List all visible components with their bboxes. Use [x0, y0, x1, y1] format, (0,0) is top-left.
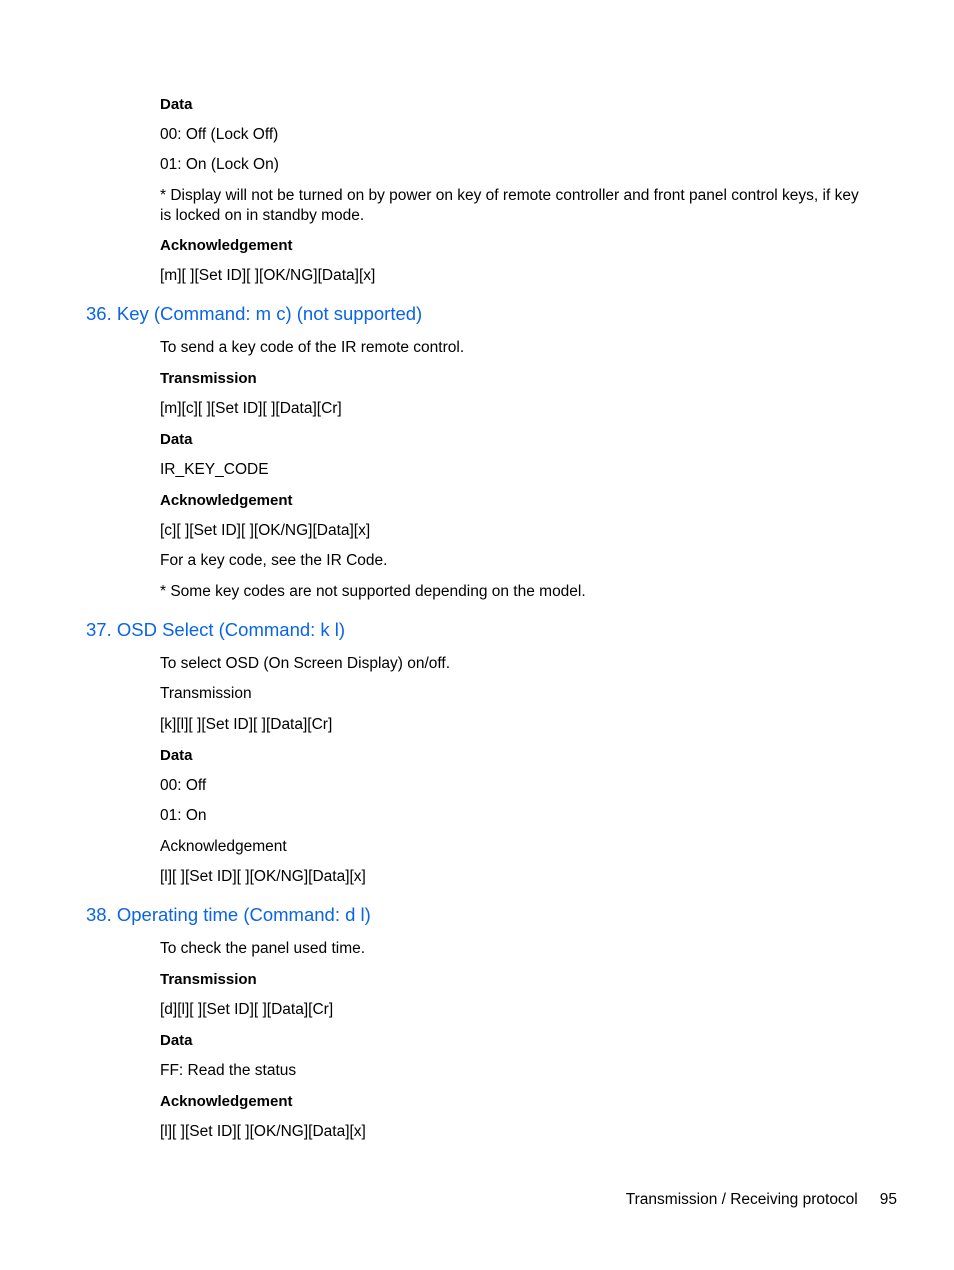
section-36-data-value: IR_KEY_CODE: [160, 461, 269, 478]
section-38-data-label: Data: [160, 1032, 193, 1049]
section-37-data-label: Data: [160, 747, 193, 764]
section-37-description: To select OSD (On Screen Display) on/off.: [160, 655, 451, 672]
section-37-acknowledgement-value: [l][ ][Set ID][ ][OK/NG][Data][x]: [160, 868, 366, 885]
data-value-on: 01: On (Lock On): [160, 156, 279, 173]
section-38-data-value: FF: Read the status: [160, 1062, 297, 1079]
section-38-acknowledgement-value: [l][ ][Set ID][ ][OK/NG][Data][x]: [160, 1123, 366, 1140]
section-37-transmission-label: Transmission: [160, 685, 252, 702]
acknowledgement-value: [m][ ][Set ID][ ][OK/NG][Data][x]: [160, 267, 376, 284]
data-label: Data: [160, 96, 193, 113]
standby-lock-note: * Display will not be turned on by power on key of remote controller and front panel control keys, if key is locked on in standby mode.: [160, 187, 859, 224]
section-37-acknowledgement-label: Acknowledgement: [160, 838, 287, 855]
page-number: 95: [879, 1191, 897, 1208]
section-36-transmission-value: [m][c][ ][Set ID][ ][Data][Cr]: [160, 400, 342, 417]
section-36-data-label: Data: [160, 431, 193, 448]
section-38-heading: 38. Operating time (Command: d l): [86, 904, 371, 925]
section-37-data-on: 01: On: [160, 807, 207, 824]
section-38-acknowledgement-label: Acknowledgement: [160, 1093, 293, 1110]
section-36-note-ir-code: For a key code, see the IR Code.: [160, 552, 388, 569]
section-36-acknowledgement-label: Acknowledgement: [160, 492, 293, 509]
section-36-transmission-label: Transmission: [160, 370, 257, 387]
data-value-off: 00: Off (Lock Off): [160, 126, 279, 143]
section-36-description: To send a key code of the IR remote control.: [160, 339, 465, 356]
section-36-acknowledgement-value: [c][ ][Set ID][ ][OK/NG][Data][x]: [160, 522, 371, 539]
section-36-note-model: * Some key codes are not supported depending on the model.: [160, 583, 586, 600]
section-37-transmission-value: [k][l][ ][Set ID][ ][Data][Cr]: [160, 716, 333, 733]
section-38-description: To check the panel used time.: [160, 940, 366, 957]
footer-section-title: Transmission / Receiving protocol: [625, 1191, 858, 1208]
page-footer: [626, 1190, 897, 1210]
section-37-data-off: 00: Off: [160, 777, 207, 794]
section-38-transmission-label: Transmission: [160, 971, 257, 988]
acknowledgement-label: Acknowledgement: [160, 237, 293, 254]
section-38-transmission-value: [d][l][ ][Set ID][ ][Data][Cr]: [160, 1001, 334, 1018]
section-36-heading: 36. Key (Command: m c) (not supported): [86, 303, 423, 324]
section-37-heading: 37. OSD Select (Command: k l): [86, 619, 346, 640]
